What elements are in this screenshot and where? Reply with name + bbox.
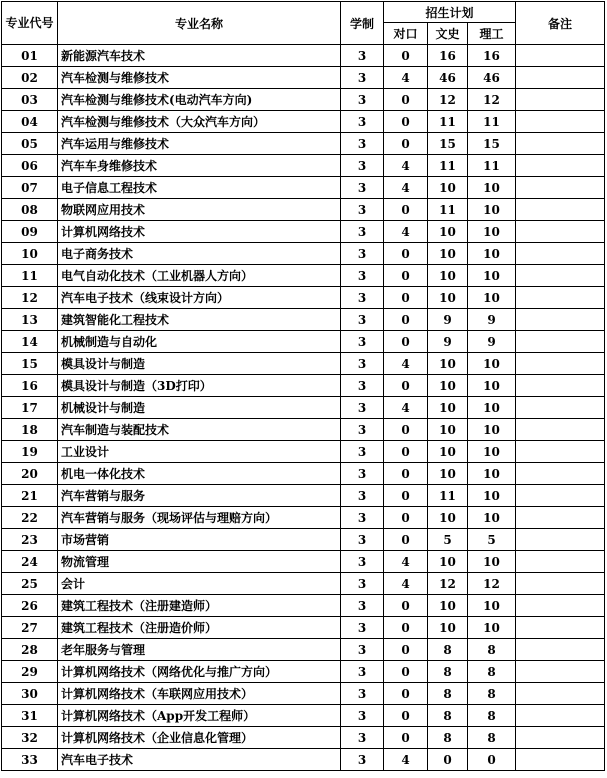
header-remark: 备注 bbox=[516, 2, 605, 45]
table-row bbox=[2, 89, 605, 111]
cell-wenshi: 10 bbox=[428, 265, 468, 287]
cell-wenshi: 5 bbox=[428, 529, 468, 551]
cell-wenshi: 10 bbox=[428, 551, 468, 573]
cell-remark bbox=[516, 661, 605, 683]
cell-remark bbox=[516, 441, 605, 463]
cell-duikou: 0 bbox=[384, 45, 428, 67]
cell-wenshi: 11 bbox=[428, 199, 468, 221]
cell-code: 15 bbox=[2, 353, 58, 375]
table-row bbox=[2, 573, 605, 595]
cell-wenshi: 10 bbox=[428, 287, 468, 309]
cell-duikou: 0 bbox=[384, 727, 428, 749]
cell-remark bbox=[516, 353, 605, 375]
cell-ligong: 8 bbox=[468, 705, 516, 727]
cell-years: 3 bbox=[341, 221, 384, 243]
cell-remark bbox=[516, 749, 605, 771]
cell-code: 08 bbox=[2, 199, 58, 221]
cell-duikou: 4 bbox=[384, 353, 428, 375]
cell-code: 32 bbox=[2, 727, 58, 749]
cell-code: 12 bbox=[2, 287, 58, 309]
cell-code: 25 bbox=[2, 573, 58, 595]
cell-duikou: 0 bbox=[384, 617, 428, 639]
cell-wenshi: 10 bbox=[428, 177, 468, 199]
cell-years: 3 bbox=[341, 617, 384, 639]
table-row bbox=[2, 617, 605, 639]
cell-years: 3 bbox=[341, 243, 384, 265]
cell-code: 17 bbox=[2, 397, 58, 419]
cell-ligong: 10 bbox=[468, 463, 516, 485]
cell-years: 3 bbox=[341, 155, 384, 177]
cell-years: 3 bbox=[341, 573, 384, 595]
cell-wenshi: 16 bbox=[428, 45, 468, 67]
cell-code: 26 bbox=[2, 595, 58, 617]
cell-duikou: 4 bbox=[384, 177, 428, 199]
cell-ligong: 8 bbox=[468, 639, 516, 661]
table-row bbox=[2, 177, 605, 199]
cell-remark bbox=[516, 375, 605, 397]
cell-remark bbox=[516, 265, 605, 287]
cell-code: 10 bbox=[2, 243, 58, 265]
cell-duikou: 0 bbox=[384, 595, 428, 617]
table-row bbox=[2, 67, 605, 89]
cell-years: 3 bbox=[341, 265, 384, 287]
cell-name: 汽车电子技术（线束设计方向） bbox=[58, 287, 341, 309]
cell-remark bbox=[516, 727, 605, 749]
cell-wenshi: 15 bbox=[428, 133, 468, 155]
header-wenshi: 文史 bbox=[428, 23, 468, 45]
cell-wenshi: 12 bbox=[428, 89, 468, 111]
cell-code: 04 bbox=[2, 111, 58, 133]
cell-duikou: 0 bbox=[384, 265, 428, 287]
cell-duikou: 0 bbox=[384, 683, 428, 705]
cell-ligong: 12 bbox=[468, 89, 516, 111]
table-row bbox=[2, 727, 605, 749]
header-ligong: 理工 bbox=[468, 23, 516, 45]
cell-remark bbox=[516, 573, 605, 595]
cell-remark bbox=[516, 705, 605, 727]
cell-ligong: 10 bbox=[468, 507, 516, 529]
cell-years: 3 bbox=[341, 177, 384, 199]
header-name: 专业名称 bbox=[58, 2, 341, 45]
cell-name: 建筑工程技术（注册造价师） bbox=[58, 617, 341, 639]
header-years: 学制 bbox=[341, 2, 384, 45]
cell-remark bbox=[516, 529, 605, 551]
cell-wenshi: 0 bbox=[428, 749, 468, 771]
cell-wenshi: 12 bbox=[428, 573, 468, 595]
cell-duikou: 0 bbox=[384, 485, 428, 507]
cell-remark bbox=[516, 463, 605, 485]
cell-name: 汽车营销与服务（现场评估与理赔方向） bbox=[58, 507, 341, 529]
cell-remark bbox=[516, 331, 605, 353]
cell-years: 3 bbox=[341, 375, 384, 397]
cell-duikou: 0 bbox=[384, 529, 428, 551]
table-row bbox=[2, 353, 605, 375]
cell-ligong: 10 bbox=[468, 441, 516, 463]
cell-wenshi: 10 bbox=[428, 221, 468, 243]
cell-code: 29 bbox=[2, 661, 58, 683]
table-row bbox=[2, 485, 605, 507]
cell-code: 24 bbox=[2, 551, 58, 573]
table-row bbox=[2, 265, 605, 287]
cell-duikou: 0 bbox=[384, 133, 428, 155]
cell-duikou: 4 bbox=[384, 67, 428, 89]
cell-remark bbox=[516, 221, 605, 243]
enrollment-plan-table bbox=[1, 1, 605, 771]
table-row bbox=[2, 331, 605, 353]
cell-years: 3 bbox=[341, 89, 384, 111]
cell-ligong: 0 bbox=[468, 749, 516, 771]
cell-wenshi: 8 bbox=[428, 683, 468, 705]
cell-ligong: 11 bbox=[468, 111, 516, 133]
cell-wenshi: 10 bbox=[428, 375, 468, 397]
cell-code: 19 bbox=[2, 441, 58, 463]
cell-ligong: 10 bbox=[468, 551, 516, 573]
cell-years: 3 bbox=[341, 705, 384, 727]
cell-code: 06 bbox=[2, 155, 58, 177]
cell-duikou: 0 bbox=[384, 199, 428, 221]
table-row bbox=[2, 441, 605, 463]
table-row bbox=[2, 243, 605, 265]
cell-code: 14 bbox=[2, 331, 58, 353]
cell-remark bbox=[516, 507, 605, 529]
cell-duikou: 0 bbox=[384, 639, 428, 661]
cell-duikou: 0 bbox=[384, 243, 428, 265]
cell-duikou: 0 bbox=[384, 463, 428, 485]
cell-duikou: 4 bbox=[384, 221, 428, 243]
cell-name: 电子信息工程技术 bbox=[58, 177, 341, 199]
cell-years: 3 bbox=[341, 639, 384, 661]
cell-duikou: 0 bbox=[384, 111, 428, 133]
cell-wenshi: 9 bbox=[428, 309, 468, 331]
cell-years: 3 bbox=[341, 595, 384, 617]
cell-years: 3 bbox=[341, 529, 384, 551]
cell-ligong: 10 bbox=[468, 265, 516, 287]
cell-years: 3 bbox=[341, 441, 384, 463]
cell-years: 3 bbox=[341, 111, 384, 133]
table-row bbox=[2, 199, 605, 221]
cell-code: 27 bbox=[2, 617, 58, 639]
cell-duikou: 0 bbox=[384, 375, 428, 397]
cell-code: 33 bbox=[2, 749, 58, 771]
cell-ligong: 10 bbox=[468, 375, 516, 397]
cell-years: 3 bbox=[341, 199, 384, 221]
cell-code: 28 bbox=[2, 639, 58, 661]
cell-name: 汽车制造与装配技术 bbox=[58, 419, 341, 441]
cell-name: 建筑智能化工程技术 bbox=[58, 309, 341, 331]
cell-code: 22 bbox=[2, 507, 58, 529]
table-row bbox=[2, 749, 605, 771]
cell-ligong: 10 bbox=[468, 221, 516, 243]
cell-years: 3 bbox=[341, 397, 384, 419]
cell-name: 汽车检测与维修技术（大众汽车方向） bbox=[58, 111, 341, 133]
cell-duikou: 4 bbox=[384, 155, 428, 177]
cell-code: 07 bbox=[2, 177, 58, 199]
cell-years: 3 bbox=[341, 67, 384, 89]
cell-duikou: 0 bbox=[384, 309, 428, 331]
table-row bbox=[2, 111, 605, 133]
cell-code: 02 bbox=[2, 67, 58, 89]
cell-years: 3 bbox=[341, 749, 384, 771]
table-row bbox=[2, 133, 605, 155]
cell-wenshi: 8 bbox=[428, 705, 468, 727]
header-duikou: 对口 bbox=[384, 23, 428, 45]
table-row bbox=[2, 529, 605, 551]
cell-name: 物流管理 bbox=[58, 551, 341, 573]
cell-name: 汽车运用与维修技术 bbox=[58, 133, 341, 155]
cell-years: 3 bbox=[341, 485, 384, 507]
cell-years: 3 bbox=[341, 661, 384, 683]
cell-duikou: 0 bbox=[384, 287, 428, 309]
cell-name: 工业设计 bbox=[58, 441, 341, 463]
cell-ligong: 10 bbox=[468, 397, 516, 419]
cell-duikou: 0 bbox=[384, 705, 428, 727]
cell-wenshi: 11 bbox=[428, 485, 468, 507]
cell-ligong: 8 bbox=[468, 727, 516, 749]
cell-code: 01 bbox=[2, 45, 58, 67]
cell-remark bbox=[516, 309, 605, 331]
cell-name: 模具设计与制造 bbox=[58, 353, 341, 375]
cell-name: 汽车检测与维修技术(电动汽车方向) bbox=[58, 89, 341, 111]
cell-wenshi: 8 bbox=[428, 639, 468, 661]
table-row bbox=[2, 595, 605, 617]
cell-years: 3 bbox=[341, 331, 384, 353]
cell-name: 老年服务与管理 bbox=[58, 639, 341, 661]
table-row bbox=[2, 463, 605, 485]
cell-ligong: 15 bbox=[468, 133, 516, 155]
cell-name: 电气自动化技术（工业机器人方向） bbox=[58, 265, 341, 287]
cell-wenshi: 10 bbox=[428, 463, 468, 485]
cell-duikou: 0 bbox=[384, 507, 428, 529]
table-row bbox=[2, 155, 605, 177]
cell-years: 3 bbox=[341, 309, 384, 331]
cell-code: 20 bbox=[2, 463, 58, 485]
cell-duikou: 4 bbox=[384, 573, 428, 595]
cell-remark bbox=[516, 287, 605, 309]
cell-wenshi: 10 bbox=[428, 595, 468, 617]
cell-ligong: 16 bbox=[468, 45, 516, 67]
cell-years: 3 bbox=[341, 727, 384, 749]
cell-ligong: 46 bbox=[468, 67, 516, 89]
cell-ligong: 10 bbox=[468, 353, 516, 375]
cell-ligong: 8 bbox=[468, 683, 516, 705]
cell-wenshi: 10 bbox=[428, 353, 468, 375]
cell-remark bbox=[516, 419, 605, 441]
cell-name: 计算机网络技术（网络优化与推广方向） bbox=[58, 661, 341, 683]
cell-ligong: 10 bbox=[468, 243, 516, 265]
cell-code: 31 bbox=[2, 705, 58, 727]
cell-remark bbox=[516, 595, 605, 617]
cell-remark bbox=[516, 45, 605, 67]
cell-remark bbox=[516, 67, 605, 89]
cell-ligong: 10 bbox=[468, 287, 516, 309]
cell-code: 11 bbox=[2, 265, 58, 287]
cell-wenshi: 10 bbox=[428, 441, 468, 463]
table-row bbox=[2, 639, 605, 661]
cell-code: 13 bbox=[2, 309, 58, 331]
cell-duikou: 0 bbox=[384, 89, 428, 111]
table-row bbox=[2, 683, 605, 705]
cell-code: 30 bbox=[2, 683, 58, 705]
cell-code: 23 bbox=[2, 529, 58, 551]
cell-name: 机械制造与自动化 bbox=[58, 331, 341, 353]
cell-ligong: 8 bbox=[468, 661, 516, 683]
cell-code: 16 bbox=[2, 375, 58, 397]
table-row bbox=[2, 397, 605, 419]
header-row-1 bbox=[2, 2, 605, 23]
table-row bbox=[2, 705, 605, 727]
cell-duikou: 0 bbox=[384, 661, 428, 683]
cell-duikou: 4 bbox=[384, 749, 428, 771]
cell-ligong: 10 bbox=[468, 485, 516, 507]
cell-code: 18 bbox=[2, 419, 58, 441]
cell-name: 机电一体化技术 bbox=[58, 463, 341, 485]
cell-remark bbox=[516, 617, 605, 639]
cell-duikou: 0 bbox=[384, 441, 428, 463]
table-row bbox=[2, 221, 605, 243]
cell-years: 3 bbox=[341, 683, 384, 705]
cell-wenshi: 10 bbox=[428, 243, 468, 265]
cell-ligong: 5 bbox=[468, 529, 516, 551]
cell-remark bbox=[516, 177, 605, 199]
cell-ligong: 9 bbox=[468, 309, 516, 331]
cell-ligong: 10 bbox=[468, 199, 516, 221]
table-body bbox=[2, 45, 605, 771]
table-row bbox=[2, 661, 605, 683]
table-row bbox=[2, 507, 605, 529]
table-row bbox=[2, 309, 605, 331]
cell-years: 3 bbox=[341, 287, 384, 309]
table-row bbox=[2, 287, 605, 309]
cell-duikou: 4 bbox=[384, 551, 428, 573]
cell-remark bbox=[516, 485, 605, 507]
cell-name: 计算机网络技术（企业信息化管理） bbox=[58, 727, 341, 749]
cell-wenshi: 10 bbox=[428, 507, 468, 529]
cell-wenshi: 10 bbox=[428, 419, 468, 441]
cell-ligong: 10 bbox=[468, 419, 516, 441]
cell-name: 市场营销 bbox=[58, 529, 341, 551]
cell-code: 09 bbox=[2, 221, 58, 243]
cell-remark bbox=[516, 199, 605, 221]
cell-wenshi: 46 bbox=[428, 67, 468, 89]
table-row bbox=[2, 419, 605, 441]
cell-name: 计算机网络技术 bbox=[58, 221, 341, 243]
cell-years: 3 bbox=[341, 133, 384, 155]
cell-wenshi: 10 bbox=[428, 617, 468, 639]
cell-ligong: 12 bbox=[468, 573, 516, 595]
cell-years: 3 bbox=[341, 507, 384, 529]
cell-name: 物联网应用技术 bbox=[58, 199, 341, 221]
cell-code: 03 bbox=[2, 89, 58, 111]
cell-years: 3 bbox=[341, 353, 384, 375]
cell-name: 机械设计与制造 bbox=[58, 397, 341, 419]
cell-name: 模具设计与制造（3D打印） bbox=[58, 375, 341, 397]
header-code: 专业代号 bbox=[2, 2, 58, 45]
cell-years: 3 bbox=[341, 551, 384, 573]
cell-name: 建筑工程技术（注册建造师） bbox=[58, 595, 341, 617]
cell-ligong: 9 bbox=[468, 331, 516, 353]
cell-duikou: 0 bbox=[384, 331, 428, 353]
table-row bbox=[2, 45, 605, 67]
table-row bbox=[2, 375, 605, 397]
cell-name: 计算机网络技术（App开发工程师） bbox=[58, 705, 341, 727]
cell-code: 05 bbox=[2, 133, 58, 155]
cell-name: 汽车电子技术 bbox=[58, 749, 341, 771]
cell-remark bbox=[516, 89, 605, 111]
cell-years: 3 bbox=[341, 463, 384, 485]
cell-wenshi: 10 bbox=[428, 397, 468, 419]
cell-remark bbox=[516, 397, 605, 419]
cell-remark bbox=[516, 243, 605, 265]
cell-remark bbox=[516, 683, 605, 705]
cell-name: 汽车检测与维修技术 bbox=[58, 67, 341, 89]
cell-name: 电子商务技术 bbox=[58, 243, 341, 265]
cell-ligong: 10 bbox=[468, 617, 516, 639]
cell-years: 3 bbox=[341, 419, 384, 441]
cell-remark bbox=[516, 155, 605, 177]
cell-years: 3 bbox=[341, 45, 384, 67]
cell-ligong: 11 bbox=[468, 155, 516, 177]
cell-ligong: 10 bbox=[468, 595, 516, 617]
cell-remark bbox=[516, 551, 605, 573]
cell-ligong: 10 bbox=[468, 177, 516, 199]
cell-wenshi: 8 bbox=[428, 727, 468, 749]
header-plan: 招生计划 bbox=[384, 2, 516, 23]
cell-name: 汽车营销与服务 bbox=[58, 485, 341, 507]
cell-wenshi: 11 bbox=[428, 155, 468, 177]
cell-wenshi: 11 bbox=[428, 111, 468, 133]
cell-name: 会计 bbox=[58, 573, 341, 595]
cell-wenshi: 9 bbox=[428, 331, 468, 353]
table-row bbox=[2, 551, 605, 573]
cell-remark bbox=[516, 133, 605, 155]
cell-duikou: 0 bbox=[384, 419, 428, 441]
cell-code: 21 bbox=[2, 485, 58, 507]
cell-name: 新能源汽车技术 bbox=[58, 45, 341, 67]
cell-duikou: 4 bbox=[384, 397, 428, 419]
cell-remark bbox=[516, 639, 605, 661]
cell-name: 汽车车身维修技术 bbox=[58, 155, 341, 177]
cell-name: 计算机网络技术（车联网应用技术） bbox=[58, 683, 341, 705]
cell-wenshi: 8 bbox=[428, 661, 468, 683]
cell-remark bbox=[516, 111, 605, 133]
